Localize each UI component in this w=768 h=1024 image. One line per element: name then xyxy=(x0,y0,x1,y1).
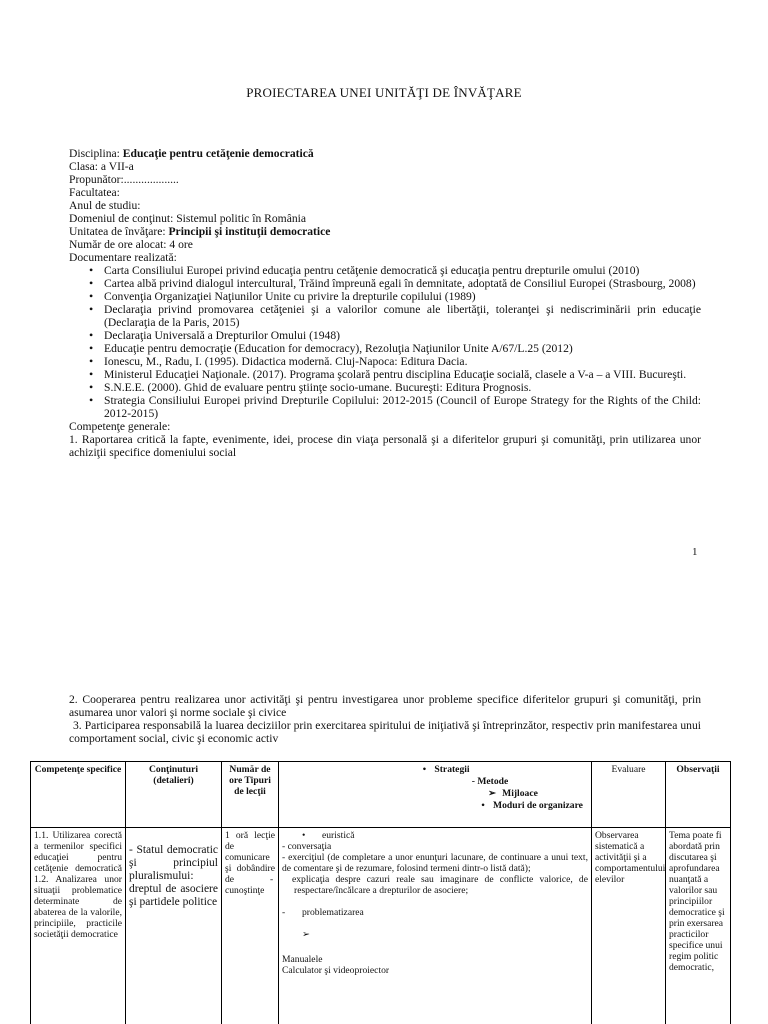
strategie-euristica: euristică xyxy=(322,830,355,841)
strategie-exercitiul: - exerciţiul (de completare a unor enunţuri lacunare, de continuare a unui text, de comentare şi de rezumare, folosind termeni dintr-o listă dată); xyxy=(282,852,588,874)
header-strategii-label: Strategii xyxy=(434,764,470,775)
reference-item: • Carta Consiliului Europei privind educaţia pentru cetăţenie democratică şi educaţia pentru drepturile omului (2010) xyxy=(89,264,701,277)
reference-item: • Ionescu, M., Radu, I. (1995). Didactica modernă. Cluj-Napoca: Editura Dacia. xyxy=(89,355,701,368)
header-evaluare: Evaluare xyxy=(592,762,666,828)
header-strategii xyxy=(279,762,592,828)
competente-continued xyxy=(69,693,701,745)
reference-item: • Cartea albă privind dialogul intercultural, Trăind împreună egali în demnitate, adoptată de Consiliul Europei (Strasbourg, 2008) xyxy=(89,277,701,290)
propunator-line xyxy=(69,173,701,186)
dash-icon: - xyxy=(282,907,286,918)
reference-item: • Educaţie pentru democraţie (Education for democracy), Rezoluţia Naţiunilor Unite A/67/L.25 (2012) xyxy=(89,342,701,355)
disciplina-value: Educaţie pentru cetăţenie democratică xyxy=(122,147,314,160)
domeniul-line: Domeniul de conţinut: Sistemul politic în România xyxy=(69,212,307,225)
strategie-explicatia-text: explicaţia despre cazuri reale sau imaginare de conflicte valorice, de respectare/încălcare a drepturilor de asociere; xyxy=(292,874,588,896)
competenta-3: 3. Participarea responsabilă la luarea deciziilor prin exercitarea spiritului de iniţiativă şi întreprinzător, respectiv prin manifestarea unui comportament social, civic şi economic activ xyxy=(69,719,701,745)
anul-line: Anul de studiu: xyxy=(69,199,141,212)
disciplina-label: Disciplina: xyxy=(69,147,123,160)
bullet-icon: • xyxy=(302,830,306,841)
header-observatii: Observaţii xyxy=(666,762,731,828)
cell-evaluare: Observarea sistematică a activităţii şi a comportamentului elevilor xyxy=(592,828,666,1024)
competenta-2: 2. Cooperarea pentru realizarea unor activităţi şi pentru investigarea unor probleme specifice diferitelor grupuri şi comunităţi, prin asumarea unor valori şi norme sociale şi civice xyxy=(69,693,701,719)
header-competente: Competenţe specifice xyxy=(31,762,126,828)
cell-observatii: Tema poate fi abordată prin discutarea şi aprofundarea nuanţată a valorilor sau principiilor democratice şi prin exersarea practicilor specifice unui regim politic democratic, xyxy=(666,828,731,1024)
unitatea-value: Principii şi instituţii democratice xyxy=(168,225,331,238)
reference-item: • Ministerul Educaţiei Naţionale. (2017). Programa şcolară pentru disciplina Educaţie socială, clasele a V-a – a VIII. Bucureşti. xyxy=(89,368,701,381)
strategie-conversatia: - conversaţia xyxy=(282,841,332,852)
mijloc-manualele: Manualele xyxy=(282,954,323,965)
cell-continuturi: - Statul democratic şi principiul pluralismului: dreptul de asociere şi partidele politice xyxy=(126,828,222,1024)
table-row xyxy=(31,828,731,1024)
header-moduri: Moduri de organizare xyxy=(493,800,583,811)
bullet-icon: • xyxy=(422,764,427,775)
disciplina-line xyxy=(69,147,701,160)
header-metode: - Metode xyxy=(471,776,509,787)
unitatea-label: Unitatea de învăţare: xyxy=(69,225,169,238)
page-number: 1 xyxy=(692,546,698,558)
reference-item: • S.N.E.E. (2000). Ghid de evaluare pentru ştiinţe socio-umane. Bucureşti: Editura Prognosis. xyxy=(89,381,701,394)
strategie-problematizarea: problematizarea xyxy=(302,907,364,918)
ore-line: Număr de ore alocat: 4 ore xyxy=(69,238,193,251)
references-list xyxy=(89,264,701,420)
reference-item: • Declaraţia privind promovarea cetăţeniei şi a valorilor comune ale libertăţii, toleranţei şi nediscriminării prin educaţie (Declaraţia de la Paris, 2015) xyxy=(89,303,701,329)
header-numar: Număr de ore Tipuri de lecţii xyxy=(222,762,279,828)
strategie-explicatia xyxy=(270,874,588,896)
cell-numar: 1 oră lecţie de comunicare şi dobândire de cunoştinţe xyxy=(222,828,279,1024)
clasa-line: Clasa: a VII-a xyxy=(69,160,134,173)
arrow-bullet-icon: ➢ xyxy=(302,929,311,940)
bullet-icon: • xyxy=(481,800,485,811)
reference-item: • Strategia Consiliului Europei privind Drepturile Copilului: 2012-2015 (Council of Europe Strategy for the Rights of the Child: 2012-2015) xyxy=(89,394,701,420)
propunator-label: Propunător: xyxy=(69,173,124,186)
cell-competente: 1.1. Utilizarea corectă a termenilor specifici educaţiei pentru cetăţenie democratică 1.2. Analizarea unor situaţii problematice determinate de abaterea de la valorile, principiile, practicile societăţii democratice xyxy=(31,828,126,1024)
table-header-row xyxy=(31,762,731,828)
reference-item: • Convenţia Organizaţiei Naţiunilor Unite cu privire la drepturile copilului (1989) xyxy=(89,290,701,303)
documentare-line: Documentare realizată: xyxy=(69,251,177,264)
dash-icon: - xyxy=(270,874,274,885)
propunator-value: ................... xyxy=(123,173,179,186)
mijloc-calculator: Calculator şi videoproiector xyxy=(282,965,390,976)
cell-strategii xyxy=(270,828,592,1024)
planning-table xyxy=(30,761,731,1024)
competente-label: Competenţe generale: xyxy=(69,420,171,433)
header-continuturi: Conţinuturi (detalieri) xyxy=(126,762,222,828)
document-metadata xyxy=(69,147,701,459)
competenta-1: 1. Raportarea critică la fapte, evenimente, idei, procese din viaţa personală şi a diferitelor grupuri şi comunităţi, prin utilizarea unor achiziţii specifice domeniului social xyxy=(69,433,701,459)
document-title: PROIECTAREA UNEI UNITĂŢI DE ÎNVĂŢARE xyxy=(246,85,522,100)
facultatea-line: Facultatea: xyxy=(69,186,120,199)
unitatea-line xyxy=(69,225,701,238)
arrow-bullet-icon: ➢ xyxy=(488,788,497,799)
header-mijloace: Mijloace xyxy=(502,788,538,799)
reference-item: • Declaraţia Universală a Drepturilor Omului (1948) xyxy=(89,329,701,342)
